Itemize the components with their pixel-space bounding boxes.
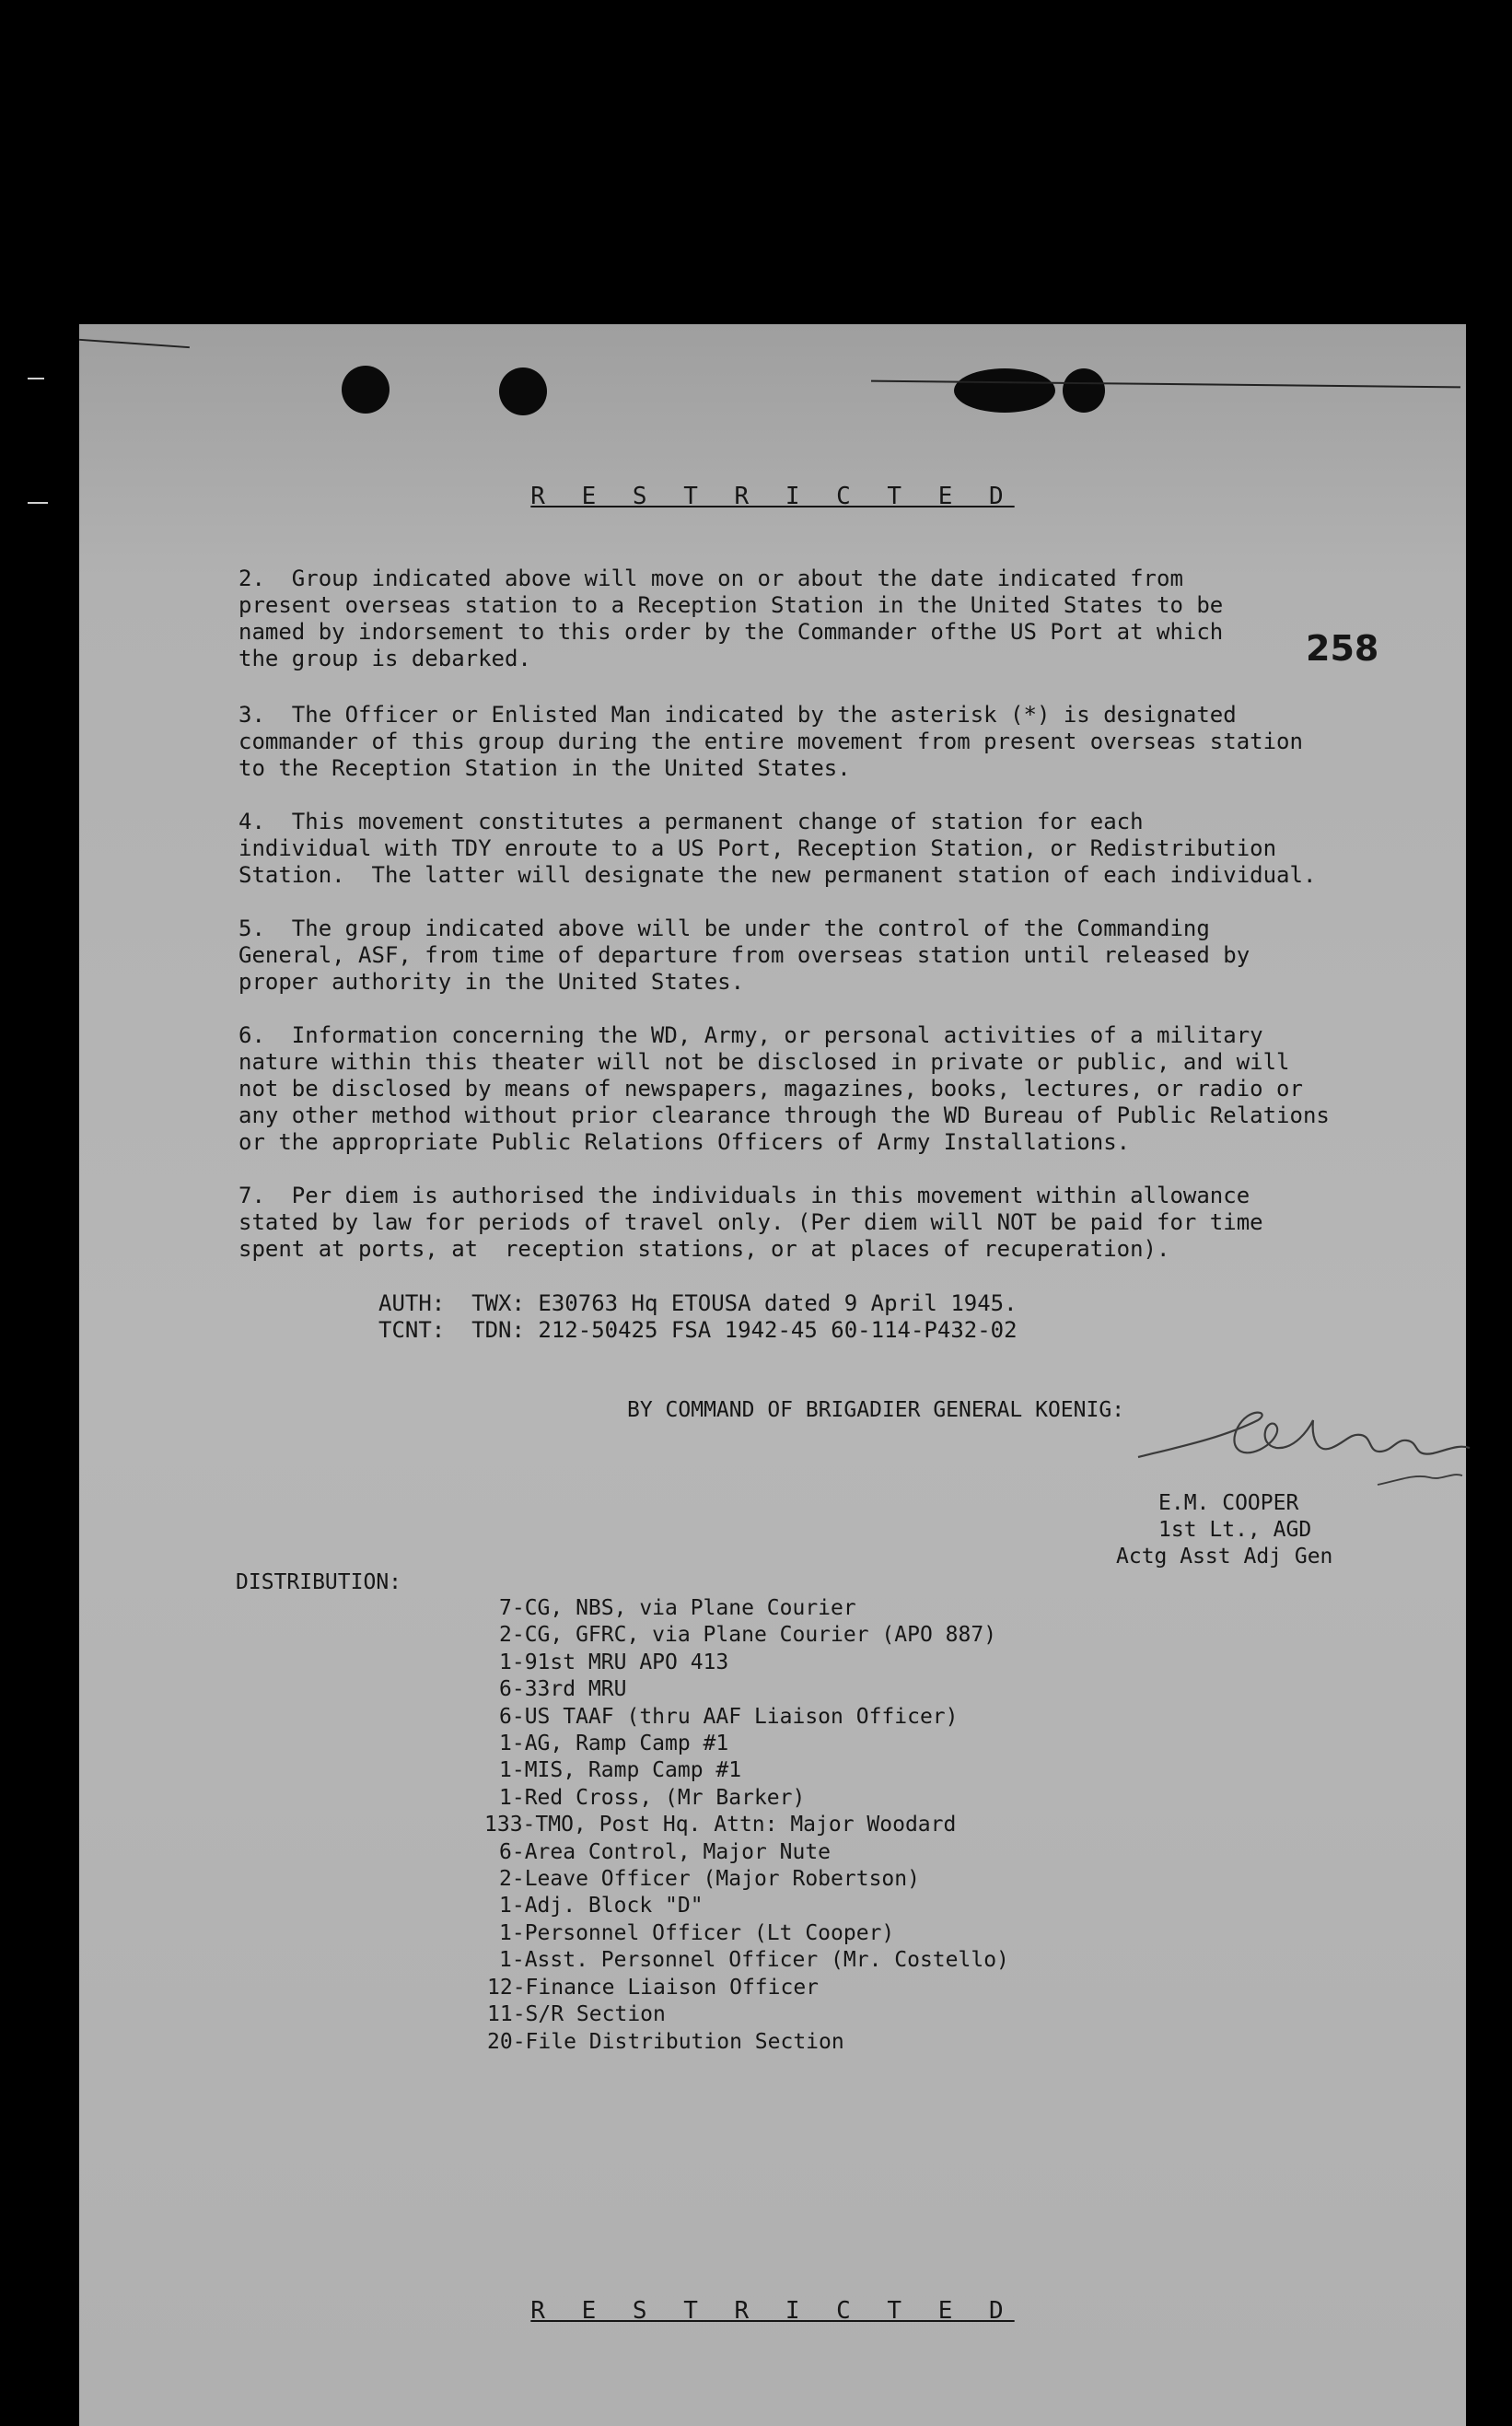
punch-hole — [954, 368, 1055, 413]
distribution-item: 12-Finance Liaison Officer — [487, 1975, 820, 2000]
distribution-item: 1-AG, Ramp Camp #1 — [499, 1732, 729, 1756]
paragraph-6: 6. Information concerning the WD, Army, or personal activities of a military nature within this theater will not be disclosed in private or public, and will not be disclosed by means of newspapers, magazines, books, lectures, or radio or any other method without prior clearance through the WD Bureau of Public Relations or the appropriate Public Relations Officers of Army Installations. — [238, 1022, 1330, 1155]
distribution-item: 2-CG, GFRC, via Plane Courier (APO 887) — [499, 1623, 997, 1648]
margin-mark — [28, 378, 44, 379]
distribution-label: DISTRIBUTION: — [236, 1570, 402, 1594]
handwritten-signature — [1120, 1393, 1497, 1494]
paragraph-3: 3. The Officer or Enlisted Man indicated by the asterisk (*) is designated commander of this group during the entire movement from present overseas station to the Reception Station in the United States. — [238, 702, 1303, 781]
page-number: 258 — [1306, 628, 1379, 669]
tcnt-line: TCNT: TDN: 212-50425 FSA 1942-45 60-114-P432-02 — [378, 1317, 1018, 1343]
distribution-item: 2-Leave Officer (Major Robertson) — [499, 1867, 920, 1892]
punch-hole — [342, 366, 390, 414]
distribution-item: 11-S/R Section — [487, 2002, 666, 2027]
punch-hole — [499, 367, 547, 415]
restricted-header: R E S T R I C T E D — [530, 483, 1015, 510]
distribution-item: 1-91st MRU APO 413 — [499, 1650, 729, 1674]
signer-title: Actg Asst Adj Gen — [1116, 1545, 1333, 1569]
distribution-item: 7-CG, NBS, via Plane Courier — [499, 1596, 856, 1620]
auth-line: AUTH: TWX: E30763 Hq ETOUSA dated 9 April 1945. — [378, 1290, 1018, 1316]
distribution-item: 1-Adj. Block "D" — [499, 1894, 704, 1919]
command-line: BY COMMAND OF BRIGADIER GENERAL KOENIG: — [627, 1398, 1125, 1422]
paragraph-2: 2. Group indicated above will move on or about the date indicated from present overseas station to a Reception Station in the United States to be named by indorsement to this order by the Commander ofthe US Port at which the group is debarked. — [238, 566, 1224, 671]
distribution-item: 1-MIS, Ramp Camp #1 — [499, 1758, 742, 1783]
distribution-item: 6-US TAAF (thru AAF Liaison Officer) — [499, 1704, 959, 1729]
distribution-item: 20-File Distribution Section — [487, 2029, 844, 2054]
distribution-item: 6-33rd MRU — [499, 1677, 627, 1702]
signer-rank: 1st Lt., AGD — [1158, 1518, 1312, 1542]
document-page — [79, 324, 1466, 2426]
distribution-item: 133-TMO, Post Hq. Attn: Major Woodard — [484, 1813, 957, 1837]
paragraph-5: 5. The group indicated above will be under the control of the Commanding General, ASF, from time of departure from overseas station until released by proper authority in the United States. — [238, 916, 1250, 995]
margin-mark — [28, 502, 48, 504]
signature-block — [1116, 1490, 1333, 1570]
distribution-list — [420, 1595, 1009, 2056]
restricted-footer: R E S T R I C T E D — [530, 2297, 1015, 2325]
paragraph-4: 4. This movement constitutes a permanent change of station for each individual with TDY enroute to a US Port, Reception Station, or Redistribution Station. The latter will designate the new permanent station of each individual. — [238, 809, 1317, 888]
paragraph-7: 7. Per diem is authorised the individuals in this movement within allowance stated by law for periods of travel only. (Per diem will NOT be paid for time spent at ports, at reception stations, or at places of recuperation). — [238, 1183, 1263, 1262]
distribution-item: 1-Personnel Officer (Lt Cooper) — [499, 1920, 895, 1945]
punch-hole — [1063, 368, 1105, 413]
distribution-item: 6-Area Control, Major Nute — [499, 1839, 832, 1864]
signer-name: E.M. COOPER — [1158, 1491, 1299, 1515]
paper-edge — [79, 339, 190, 348]
distribution-item: 1-Asst. Personnel Officer (Mr. Costello) — [499, 1948, 1009, 1973]
distribution-item: 1-Red Cross, (Mr Barker) — [499, 1785, 806, 1810]
